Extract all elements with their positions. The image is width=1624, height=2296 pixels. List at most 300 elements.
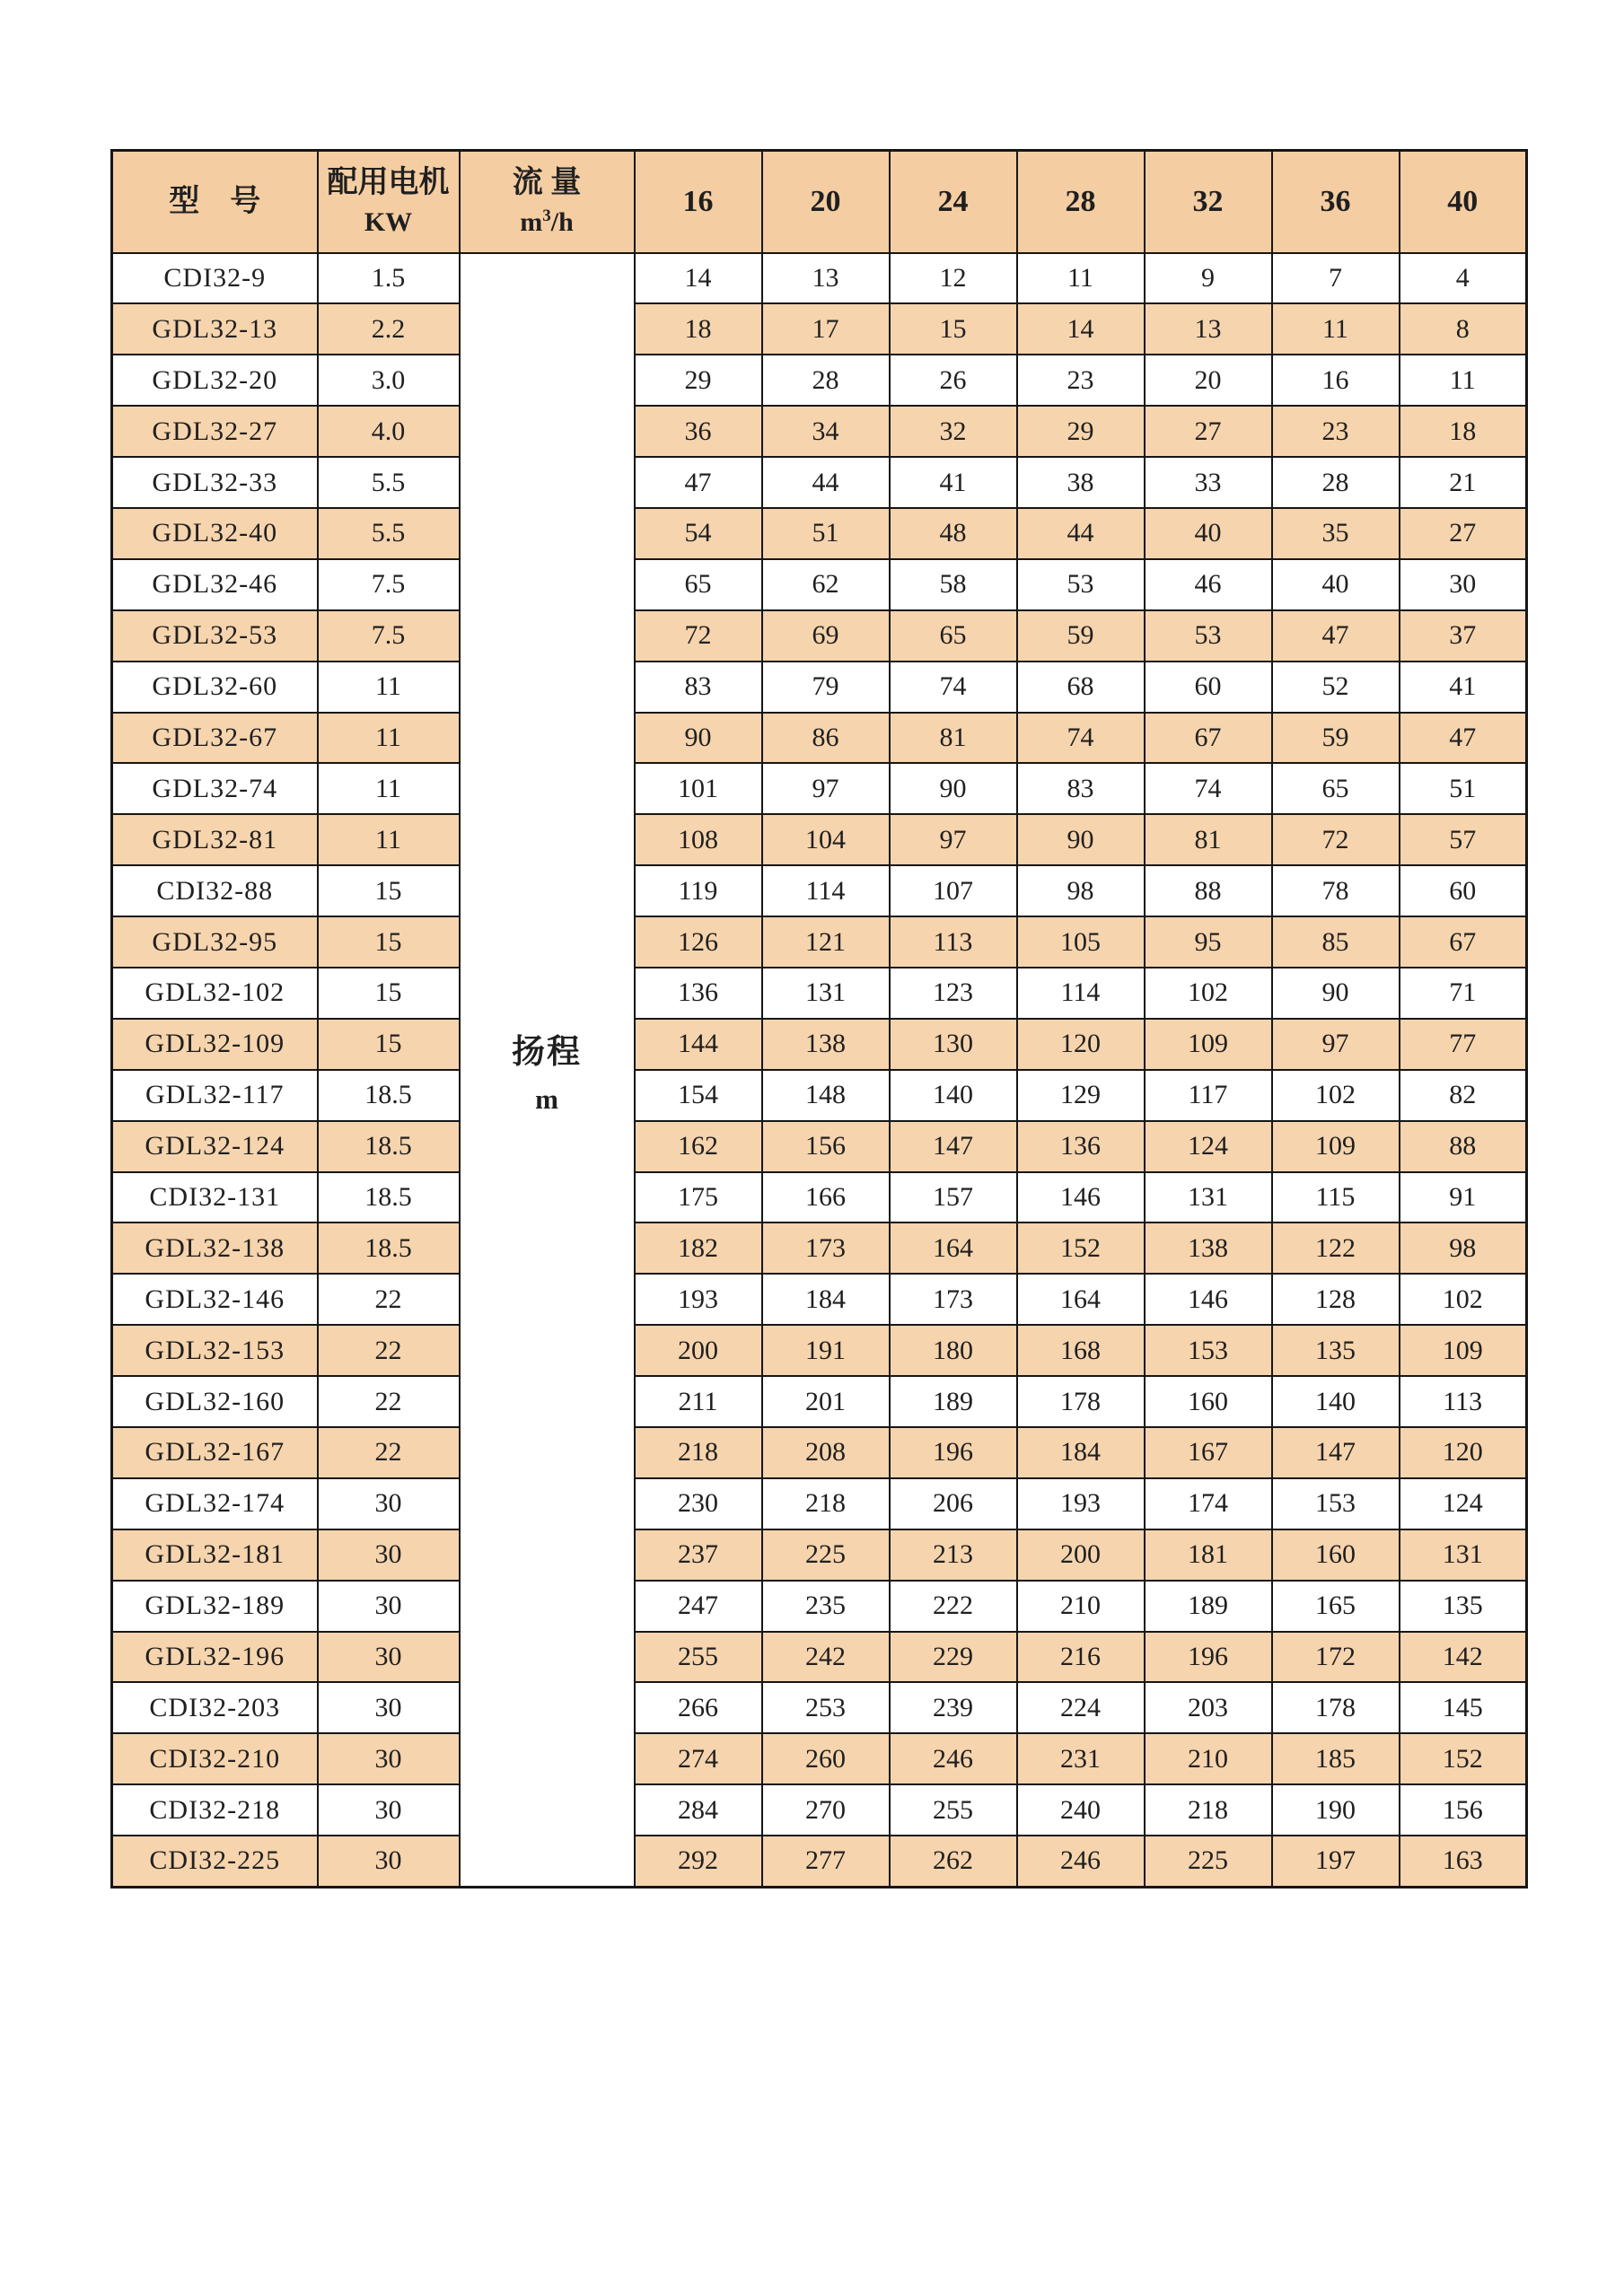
value-cell: 86 [762,713,890,764]
value-cell: 104 [762,814,890,865]
value-cell: 225 [1145,1836,1272,1887]
kw-cell: 7.5 [318,559,460,610]
kw-cell: 1.5 [318,253,460,304]
value-cell: 218 [1145,1784,1272,1836]
table-row [112,916,1527,968]
value-cell: 136 [635,968,762,1019]
table-row [112,559,1527,610]
value-cell: 98 [1017,865,1145,916]
kw-cell: 15 [318,1019,460,1070]
value-cell: 20 [1145,355,1272,406]
table-row [112,1070,1527,1121]
value-cell: 27 [1400,508,1527,559]
value-cell: 260 [762,1733,890,1784]
value-cell: 147 [890,1121,1017,1172]
value-cell: 266 [635,1682,762,1733]
value-cell: 197 [1272,1836,1400,1887]
value-cell: 246 [1017,1836,1145,1887]
kw-cell: 30 [318,1632,460,1683]
value-cell: 218 [762,1478,890,1529]
value-cell: 124 [1400,1478,1527,1529]
value-cell: 40 [1272,559,1400,610]
value-cell: 17 [762,303,890,355]
model-cell: GDL32-20 [112,355,318,406]
value-cell: 216 [1017,1632,1145,1683]
value-cell: 23 [1017,355,1145,406]
value-cell: 14 [635,253,762,304]
table-row [112,1836,1527,1887]
table-row [112,1682,1527,1733]
model-cell: CDI32-218 [112,1784,318,1836]
value-cell: 77 [1400,1019,1527,1070]
model-cell: GDL32-13 [112,303,318,355]
value-cell: 81 [890,713,1017,764]
value-cell: 23 [1272,406,1400,457]
value-cell: 69 [762,610,890,662]
value-cell: 59 [1017,610,1145,662]
model-cell: GDL32-167 [112,1427,318,1478]
value-cell: 240 [1017,1784,1145,1836]
value-cell: 74 [890,662,1017,713]
header-row [112,151,1527,253]
value-cell: 81 [1145,814,1272,865]
value-cell: 274 [635,1733,762,1784]
value-cell: 148 [762,1070,890,1121]
value-cell: 203 [1145,1682,1272,1733]
model-cell: GDL32-46 [112,559,318,610]
kw-cell: 18.5 [318,1070,460,1121]
value-cell: 58 [890,559,1017,610]
kw-cell: 15 [318,865,460,916]
kw-cell: 22 [318,1376,460,1427]
value-cell: 62 [762,559,890,610]
value-cell: 189 [1145,1581,1272,1632]
value-cell: 178 [1017,1376,1145,1427]
value-cell: 74 [1017,713,1145,764]
model-cell: GDL32-189 [112,1581,318,1632]
value-cell: 190 [1272,1784,1400,1836]
value-cell: 18 [1400,406,1527,457]
value-cell: 74 [1145,763,1272,814]
kw-cell: 30 [318,1529,460,1581]
value-cell: 83 [1017,763,1145,814]
value-cell: 117 [1145,1070,1272,1121]
value-cell: 163 [1400,1836,1527,1887]
value-cell: 253 [762,1682,890,1733]
value-cell: 140 [1272,1376,1400,1427]
model-cell: GDL32-33 [112,457,318,508]
value-cell: 152 [1017,1222,1145,1274]
value-cell: 131 [1145,1172,1272,1223]
value-cell: 196 [1145,1632,1272,1683]
value-cell: 120 [1400,1427,1527,1478]
value-cell: 247 [635,1581,762,1632]
value-cell: 213 [890,1529,1017,1581]
value-cell: 131 [1400,1529,1527,1581]
value-cell: 16 [1272,355,1400,406]
table-row [112,610,1527,662]
value-cell: 140 [890,1070,1017,1121]
value-cell: 13 [1145,303,1272,355]
header-flow-col-36: 36 [1272,151,1400,253]
header-flow-col-40: 40 [1400,151,1527,253]
kw-cell: 18.5 [318,1222,460,1274]
kw-cell: 18.5 [318,1121,460,1172]
value-cell: 255 [890,1784,1017,1836]
value-cell: 109 [1400,1325,1527,1376]
table-row [112,1019,1527,1070]
value-cell: 30 [1400,559,1527,610]
value-cell: 157 [890,1172,1017,1223]
value-cell: 200 [1017,1529,1145,1581]
model-cell: GDL32-153 [112,1325,318,1376]
kw-cell: 30 [318,1784,460,1836]
value-cell: 131 [762,968,890,1019]
value-cell: 230 [635,1478,762,1529]
kw-cell: 5.5 [318,457,460,508]
head-label: 扬程 [512,1033,582,1071]
head-merged-cell [460,253,635,1888]
value-cell: 9 [1145,253,1272,304]
value-cell: 97 [890,814,1017,865]
header-motor-label: 配用电机 [327,165,450,199]
value-cell: 154 [635,1070,762,1121]
pump-spec-table [110,149,1528,1889]
table-row [112,406,1527,457]
table-row [112,1632,1527,1683]
value-cell: 270 [762,1784,890,1836]
model-cell: GDL32-74 [112,763,318,814]
value-cell: 102 [1400,1274,1527,1325]
value-cell: 172 [1272,1632,1400,1683]
value-cell: 239 [890,1682,1017,1733]
value-cell: 173 [890,1274,1017,1325]
table-row [112,1222,1527,1274]
kw-cell: 11 [318,763,460,814]
model-cell: CDI32-203 [112,1682,318,1733]
value-cell: 88 [1400,1121,1527,1172]
value-cell: 28 [1272,457,1400,508]
value-cell: 146 [1145,1274,1272,1325]
flow-unit-sup: 3 [542,206,551,226]
value-cell: 107 [890,865,1017,916]
value-cell: 41 [890,457,1017,508]
kw-cell: 22 [318,1274,460,1325]
value-cell: 88 [1145,865,1272,916]
value-cell: 200 [635,1325,762,1376]
value-cell: 173 [762,1222,890,1274]
table-row [112,968,1527,1019]
kw-cell: 7.5 [318,610,460,662]
value-cell: 224 [1017,1682,1145,1733]
flow-unit-rest: /h [550,207,574,238]
value-cell: 97 [762,763,890,814]
table-row [112,1121,1527,1172]
value-cell: 67 [1145,713,1272,764]
model-cell: CDI32-131 [112,1172,318,1223]
value-cell: 90 [1272,968,1400,1019]
header-flow-col-24: 24 [890,151,1017,253]
value-cell: 83 [635,662,762,713]
value-cell: 235 [762,1581,890,1632]
value-cell: 284 [635,1784,762,1836]
model-cell: GDL32-60 [112,662,318,713]
value-cell: 109 [1145,1019,1272,1070]
value-cell: 114 [762,865,890,916]
header-flow [460,151,635,253]
model-cell: GDL32-95 [112,916,318,968]
value-cell: 128 [1272,1274,1400,1325]
value-cell: 38 [1017,457,1145,508]
value-cell: 147 [1272,1427,1400,1478]
value-cell: 129 [1017,1070,1145,1121]
value-cell: 54 [635,508,762,559]
value-cell: 15 [890,303,1017,355]
value-cell: 122 [1272,1222,1400,1274]
table-row [112,303,1527,355]
value-cell: 162 [635,1121,762,1172]
value-cell: 156 [762,1121,890,1172]
value-cell: 206 [890,1478,1017,1529]
value-cell: 167 [1145,1427,1272,1478]
kw-cell: 3.0 [318,355,460,406]
value-cell: 32 [890,406,1017,457]
kw-cell: 4.0 [318,406,460,457]
value-cell: 126 [635,916,762,968]
kw-cell: 11 [318,713,460,764]
value-cell: 36 [635,406,762,457]
table-row [112,1376,1527,1427]
value-cell: 181 [1145,1529,1272,1581]
value-cell: 65 [890,610,1017,662]
value-cell: 246 [890,1733,1017,1784]
header-motor [318,151,460,253]
value-cell: 115 [1272,1172,1400,1223]
value-cell: 11 [1272,303,1400,355]
value-cell: 33 [1145,457,1272,508]
table-row [112,814,1527,865]
header-flow-col-16: 16 [635,151,762,253]
value-cell: 164 [1017,1274,1145,1325]
value-cell: 160 [1145,1376,1272,1427]
value-cell: 44 [762,457,890,508]
value-cell: 71 [1400,968,1527,1019]
value-cell: 97 [1272,1019,1400,1070]
value-cell: 123 [890,968,1017,1019]
value-cell: 184 [762,1274,890,1325]
value-cell: 135 [1272,1325,1400,1376]
value-cell: 12 [890,253,1017,304]
flow-unit-base: m [520,207,543,238]
value-cell: 120 [1017,1019,1145,1070]
value-cell: 37 [1400,610,1527,662]
value-cell: 180 [890,1325,1017,1376]
value-cell: 68 [1017,662,1145,713]
value-cell: 262 [890,1836,1017,1887]
head-unit: m [535,1082,558,1115]
value-cell: 193 [1017,1478,1145,1529]
value-cell: 11 [1017,253,1145,304]
table-row [112,1172,1527,1223]
value-cell: 185 [1272,1733,1400,1784]
table-row [112,662,1527,713]
model-cell: GDL32-174 [112,1478,318,1529]
value-cell: 51 [762,508,890,559]
value-cell: 13 [762,253,890,304]
value-cell: 108 [635,814,762,865]
value-cell: 101 [635,763,762,814]
value-cell: 28 [762,355,890,406]
header-flow-unit [461,206,634,240]
model-cell: CDI32-9 [112,253,318,304]
table-row [112,713,1527,764]
value-cell: 135 [1400,1581,1527,1632]
kw-cell: 15 [318,968,460,1019]
kw-cell: 22 [318,1427,460,1478]
value-cell: 98 [1400,1222,1527,1274]
value-cell: 34 [762,406,890,457]
value-cell: 91 [1400,1172,1527,1223]
value-cell: 47 [1272,610,1400,662]
value-cell: 82 [1400,1070,1527,1121]
value-cell: 4 [1400,253,1527,304]
model-cell: GDL32-40 [112,508,318,559]
value-cell: 189 [890,1376,1017,1427]
model-cell: GDL32-53 [112,610,318,662]
model-cell: GDL32-67 [112,713,318,764]
model-cell: CDI32-225 [112,1836,318,1887]
value-cell: 65 [1272,763,1400,814]
value-cell: 210 [1017,1581,1145,1632]
value-cell: 277 [762,1836,890,1887]
value-cell: 208 [762,1427,890,1478]
value-cell: 138 [1145,1222,1272,1274]
value-cell: 26 [890,355,1017,406]
value-cell: 225 [762,1529,890,1581]
value-cell: 18 [635,303,762,355]
model-cell: GDL32-124 [112,1121,318,1172]
value-cell: 168 [1017,1325,1145,1376]
value-cell: 47 [635,457,762,508]
kw-cell: 30 [318,1478,460,1529]
value-cell: 174 [1145,1478,1272,1529]
value-cell: 65 [635,559,762,610]
value-cell: 218 [635,1427,762,1478]
table-row [112,508,1527,559]
value-cell: 121 [762,916,890,968]
value-cell: 153 [1145,1325,1272,1376]
value-cell: 196 [890,1427,1017,1478]
table-row [112,253,1527,304]
model-cell: CDI32-210 [112,1733,318,1784]
value-cell: 229 [890,1632,1017,1683]
header-model [112,151,318,253]
value-cell: 231 [1017,1733,1145,1784]
value-cell: 160 [1272,1529,1400,1581]
value-cell: 166 [762,1172,890,1223]
value-cell: 153 [1272,1478,1400,1529]
value-cell: 51 [1400,763,1527,814]
value-cell: 165 [1272,1581,1400,1632]
value-cell: 53 [1017,559,1145,610]
table-row [112,1274,1527,1325]
table-row [112,1325,1527,1376]
value-cell: 90 [890,763,1017,814]
model-cell: GDL32-117 [112,1070,318,1121]
value-cell: 27 [1145,406,1272,457]
value-cell: 79 [762,662,890,713]
value-cell: 85 [1272,916,1400,968]
value-cell: 60 [1400,865,1527,916]
value-cell: 210 [1145,1733,1272,1784]
table-row [112,1529,1527,1581]
header-flow-col-32: 32 [1145,151,1272,253]
value-cell: 41 [1400,662,1527,713]
value-cell: 164 [890,1222,1017,1274]
value-cell: 102 [1145,968,1272,1019]
header-motor-unit: KW [364,207,413,238]
value-cell: 119 [635,865,762,916]
model-cell: GDL32-196 [112,1632,318,1683]
value-cell: 222 [890,1581,1017,1632]
value-cell: 95 [1145,916,1272,968]
kw-cell: 30 [318,1581,460,1632]
value-cell: 40 [1145,508,1272,559]
value-cell: 152 [1400,1733,1527,1784]
table-row [112,1733,1527,1784]
table-row [112,1478,1527,1529]
kw-cell: 11 [318,662,460,713]
value-cell: 255 [635,1632,762,1683]
value-cell: 29 [635,355,762,406]
table-row [112,1581,1527,1632]
value-cell: 21 [1400,457,1527,508]
kw-cell: 5.5 [318,508,460,559]
model-cell: GDL32-160 [112,1376,318,1427]
value-cell: 144 [635,1019,762,1070]
header-flow-col-20: 20 [762,151,890,253]
table-row [112,355,1527,406]
value-cell: 72 [1272,814,1400,865]
value-cell: 136 [1017,1121,1145,1172]
value-cell: 156 [1400,1784,1527,1836]
kw-cell: 18.5 [318,1172,460,1223]
value-cell: 59 [1272,713,1400,764]
value-cell: 35 [1272,508,1400,559]
value-cell: 242 [762,1632,890,1683]
value-cell: 138 [762,1019,890,1070]
value-cell: 130 [890,1019,1017,1070]
table-row [112,457,1527,508]
value-cell: 114 [1017,968,1145,1019]
model-cell: GDL32-81 [112,814,318,865]
model-cell: GDL32-138 [112,1222,318,1274]
value-cell: 60 [1145,662,1272,713]
value-cell: 146 [1017,1172,1145,1223]
kw-cell: 30 [318,1733,460,1784]
value-cell: 105 [1017,916,1145,968]
kw-cell: 15 [318,916,460,968]
value-cell: 67 [1400,916,1527,968]
value-cell: 53 [1145,610,1272,662]
model-cell: CDI32-88 [112,865,318,916]
model-cell: GDL32-146 [112,1274,318,1325]
header-flow-label: 流 量 [512,165,582,199]
value-cell: 90 [635,713,762,764]
value-cell: 211 [635,1376,762,1427]
value-cell: 46 [1145,559,1272,610]
kw-cell: 30 [318,1836,460,1887]
